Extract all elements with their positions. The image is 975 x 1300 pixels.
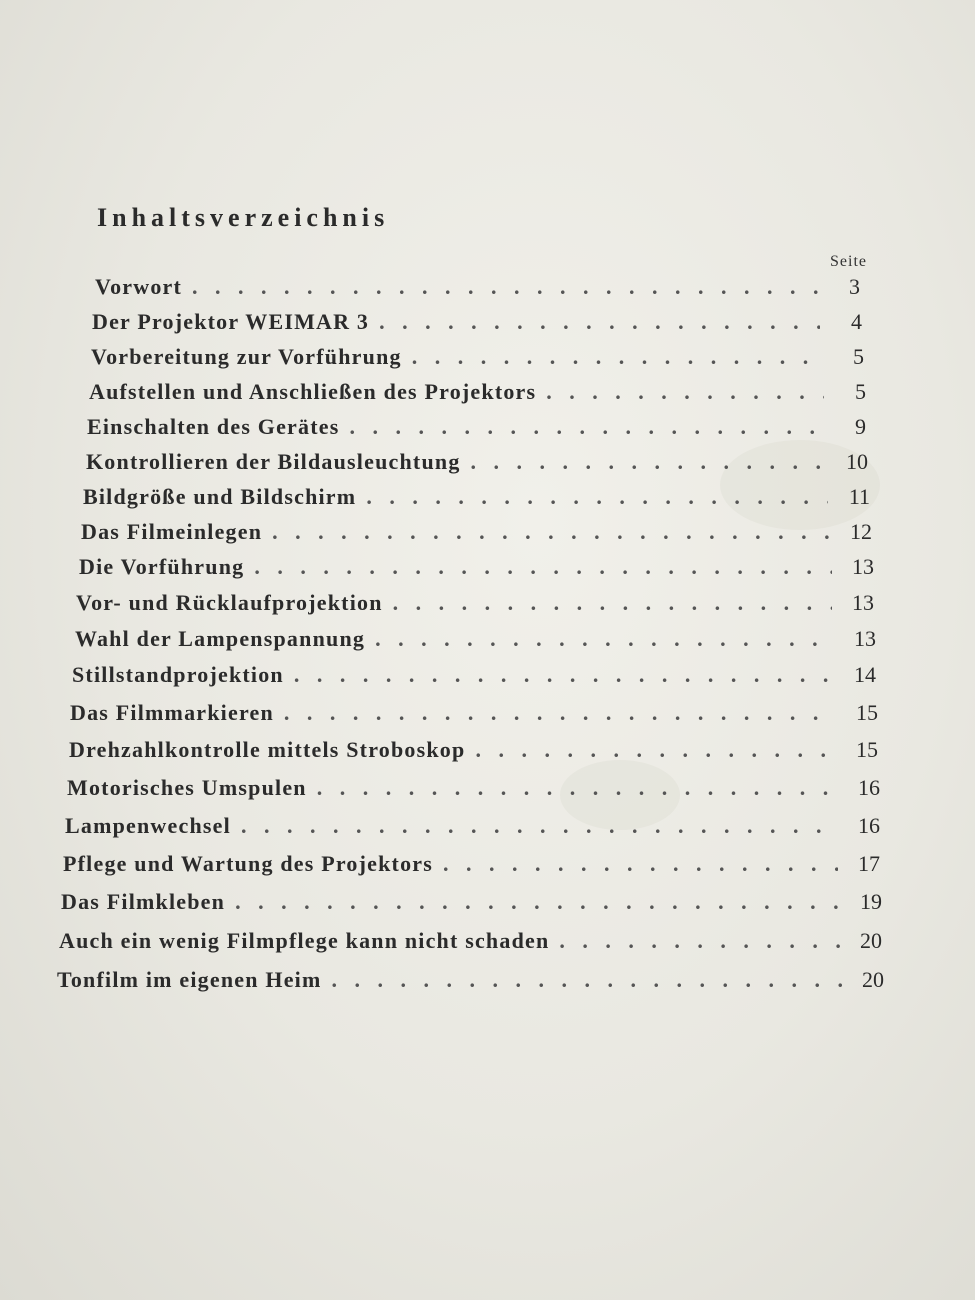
dot-leader [192, 274, 818, 300]
page-column-label: Seite [830, 253, 867, 270]
toc-entry-page: 5 [855, 379, 866, 404]
dot-leader [284, 700, 836, 726]
toc-entry-page: 20 [860, 928, 882, 953]
toc-entry-page: 13 [852, 590, 874, 615]
toc-entry-page: 19 [860, 889, 882, 914]
toc-entry-page: 3 [849, 274, 860, 299]
toc-entry-title: Kontrollieren der Bildausleuchtung [86, 449, 461, 474]
toc-entry-page: 15 [856, 737, 878, 762]
toc-entry [63, 851, 880, 885]
dot-leader [393, 590, 832, 616]
dot-leader [475, 737, 836, 763]
dot-leader [349, 414, 824, 440]
toc-entry-page: 10 [846, 449, 868, 474]
toc-entry [65, 813, 880, 847]
toc-entry-page: 12 [850, 519, 872, 544]
dot-leader [559, 928, 840, 954]
toc-entry [86, 449, 868, 483]
dot-leader [272, 519, 830, 545]
toc-entry [89, 379, 866, 413]
toc-entry [69, 737, 878, 771]
toc-entry [91, 344, 864, 378]
toc-entry-page: 4 [851, 309, 862, 334]
toc-entry-page: 5 [853, 344, 864, 369]
dot-leader [317, 775, 838, 801]
toc-entry [57, 967, 884, 1001]
toc-entry-title: Aufstellen und Anschließen des Projektors [89, 379, 537, 404]
toc-entry [70, 700, 878, 734]
toc-entry-title: Vorwort [95, 274, 183, 299]
toc-entry-title: Tonfilm im eigenen Heim [57, 967, 322, 992]
toc-entry [75, 626, 876, 660]
toc-entry-title: Lampenwechsel [65, 813, 231, 838]
toc-entry [61, 889, 882, 923]
toc-entry-title: Stillstandprojektion [72, 662, 284, 687]
toc-entry-page: 16 [858, 775, 880, 800]
toc-entry-page: 14 [854, 662, 876, 687]
toc-entry-title: Bildgröße und Bildschirm [83, 484, 357, 509]
toc-entry-page: 20 [862, 967, 884, 992]
toc-heading: Inhaltsverzeichnis [97, 203, 390, 232]
dot-leader [241, 813, 838, 839]
toc-entry-title: Wahl der Lampenspannung [75, 626, 366, 651]
toc-entry [76, 590, 874, 624]
toc-entry-page: 15 [856, 700, 878, 725]
toc-entry-page: 13 [854, 626, 876, 651]
toc-entry-title: Pflege und Wartung des Projektors [63, 851, 434, 876]
toc-entry [87, 414, 866, 448]
toc-entry-page: 9 [855, 414, 866, 439]
toc-entry-title: Die Vorführung [79, 554, 245, 579]
toc-entry-title: Vor- und Rücklaufprojektion [76, 590, 383, 615]
toc-entry [59, 928, 882, 962]
toc-entry-page: 16 [858, 813, 880, 838]
toc-entry [81, 519, 872, 553]
dot-leader [412, 344, 822, 370]
dot-leader [235, 889, 840, 915]
dot-leader [443, 851, 838, 877]
toc-entry-title: Das Filmkleben [61, 889, 226, 914]
toc-entry [67, 775, 880, 809]
toc-entry [79, 554, 874, 588]
toc-entry-title: Der Projektor WEIMAR 3 [92, 309, 370, 334]
dot-leader [254, 554, 832, 580]
toc-entry-title: Vorbereitung zur Vorführung [91, 344, 402, 369]
toc-entry-page: 17 [858, 851, 880, 876]
toc-entry-title: Motorisches Umspulen [67, 775, 307, 800]
dot-leader [471, 449, 826, 475]
toc-entry-title: Das Filmeinlegen [81, 519, 263, 544]
toc-entry-title: Einschalten des Gerätes [87, 414, 340, 439]
dot-leader [379, 309, 820, 335]
toc-entry-title: Drehzahlkontrolle mittels Stroboskop [69, 737, 466, 762]
dot-leader [366, 484, 828, 510]
toc-entry [72, 662, 876, 696]
toc-entry [95, 274, 860, 308]
toc-entry-title: Auch ein wenig Filmpflege kann nicht schaden [59, 928, 550, 953]
dot-leader [332, 967, 843, 993]
toc-entry-title: Das Filmmarkieren [70, 700, 274, 725]
toc-entry-page: 13 [852, 554, 874, 579]
dot-leader [546, 379, 824, 405]
dot-leader [294, 662, 834, 688]
toc-entry [83, 484, 870, 518]
toc-entry-page: 11 [848, 484, 870, 509]
toc-entry [92, 309, 862, 343]
dot-leader [375, 626, 834, 652]
